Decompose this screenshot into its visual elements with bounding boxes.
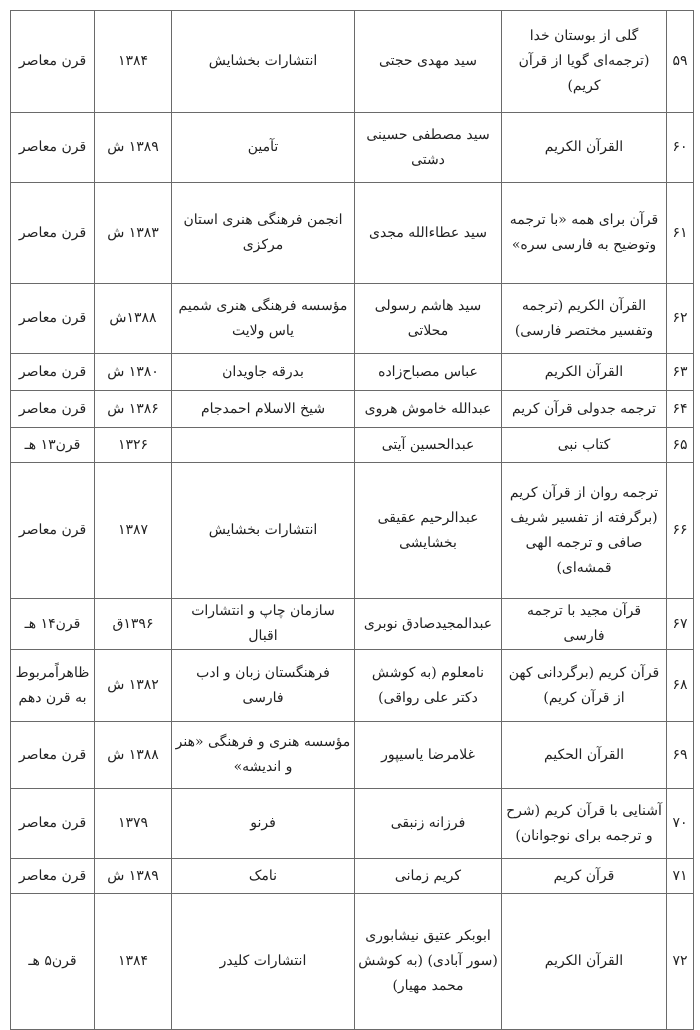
century-cell: قرن۵ هـ (11, 894, 95, 1030)
title-cell: قرآن کریم (502, 859, 667, 894)
date-cell: ۱۳۸۸ش (95, 284, 172, 354)
title-cell: قرآن مجید با ترجمه فارسی (502, 599, 667, 650)
translator-cell: سید مصطفی حسینی دشتی (355, 113, 502, 183)
date-cell: ۱۳۸۶ ش (95, 391, 172, 428)
title-cell: قرآن کریم (برگردانی کهن از قرآن کریم) (502, 650, 667, 722)
row-number: ۶۵ (667, 428, 694, 463)
publisher-cell: نامک (172, 859, 355, 894)
date-cell: ۱۳۸۹ ش (95, 859, 172, 894)
row-number: ۷۱ (667, 859, 694, 894)
translator-cell: ابوبکر عتیق نیشابوری (سور آبادی) (به کوشش محمد مهیار) (355, 894, 502, 1030)
date-cell: ۱۳۸۰ ش (95, 354, 172, 391)
title-cell: ترجمه جدولی قرآن کریم (502, 391, 667, 428)
date-cell: ۱۳۸۷ (95, 463, 172, 599)
publisher-cell: انتشارات بخشایش (172, 463, 355, 599)
publisher-cell (172, 428, 355, 463)
table-row (11, 354, 694, 391)
translator-cell: عبدالمجیدصادق نوبری (355, 599, 502, 650)
century-cell: قرن معاصر (11, 859, 95, 894)
publisher-cell: انتشارات کلیدر (172, 894, 355, 1030)
row-number: ۵۹ (667, 11, 694, 113)
century-cell: قرن معاصر (11, 391, 95, 428)
century-cell: قرن۱۴ هـ (11, 599, 95, 650)
row-number: ۶۹ (667, 722, 694, 789)
date-cell: ۱۳۷۹ (95, 789, 172, 859)
table-body (11, 11, 694, 1030)
row-number: ۶۳ (667, 354, 694, 391)
date-cell: ۱۳۸۸ ش (95, 722, 172, 789)
title-cell: گلی از بوستان خدا (ترجمه‌ای گویا از قرآن کریم) (502, 11, 667, 113)
century-cell: قرن معاصر (11, 284, 95, 354)
row-number: ۶۷ (667, 599, 694, 650)
century-cell: قرن معاصر (11, 11, 95, 113)
century-cell: قرن معاصر (11, 463, 95, 599)
date-cell: ۱۳۸۳ ش (95, 183, 172, 284)
date-cell: ۱۳۲۶ (95, 428, 172, 463)
translator-cell: فرزانه زنبقی (355, 789, 502, 859)
date-cell: ۱۳۹۶ق (95, 599, 172, 650)
publisher-cell: انتشارات بخشایش (172, 11, 355, 113)
publisher-cell: انجمن فرهنگی هنری استان مرکزی (172, 183, 355, 284)
table-row (11, 722, 694, 789)
row-number: ۶۲ (667, 284, 694, 354)
table-row (11, 391, 694, 428)
date-cell: ۱۳۸۴ (95, 11, 172, 113)
title-cell: القرآن الکریم (ترجمه وتفسیر مختصر فارسی) (502, 284, 667, 354)
translator-cell: غلامرضا یاسیپور (355, 722, 502, 789)
century-cell: قرن معاصر (11, 113, 95, 183)
title-cell: القرآن الکریم (502, 354, 667, 391)
row-number: ۷۰ (667, 789, 694, 859)
publisher-cell: شیخ الاسلام احمدجام (172, 391, 355, 428)
row-number: ۶۸ (667, 650, 694, 722)
title-cell: القرآن الحکیم (502, 722, 667, 789)
table-row (11, 428, 694, 463)
translator-cell: عباس مصباح‌زاده (355, 354, 502, 391)
publisher-cell: مؤسسه فرهنگی هنری شمیم یاس ولایت (172, 284, 355, 354)
translator-cell: نامعلوم (به کوشش دکتر علی رواقی) (355, 650, 502, 722)
date-cell: ۱۳۸۲ ش (95, 650, 172, 722)
translator-cell: سید عطاءالله مجدی (355, 183, 502, 284)
date-cell: ۱۳۸۹ ش (95, 113, 172, 183)
row-number: ۷۲ (667, 894, 694, 1030)
publisher-cell: بدرقه جاویدان (172, 354, 355, 391)
title-cell: القرآن الکریم (502, 894, 667, 1030)
table-row (11, 789, 694, 859)
century-cell: قرن۱۳ هـ (11, 428, 95, 463)
publisher-cell: سازمان چاپ و انتشارات اقبال (172, 599, 355, 650)
title-cell: ترجمه روان از قرآن کریم (برگرفته از تفسیر شریف صافی و ترجمه الهی قمشه‌ای) (502, 463, 667, 599)
publisher-cell: تآمین (172, 113, 355, 183)
table-row (11, 183, 694, 284)
translator-cell: کریم زمانی (355, 859, 502, 894)
title-cell: القرآن الکریم (502, 113, 667, 183)
translator-cell: عبدالحسین آیتی (355, 428, 502, 463)
table-row (11, 894, 694, 1030)
century-cell: قرن معاصر (11, 789, 95, 859)
row-number: ۶۱ (667, 183, 694, 284)
century-cell: قرن معاصر (11, 722, 95, 789)
row-number: ۶۶ (667, 463, 694, 599)
century-cell: ظاهراًمربوط به قرن دهم (11, 650, 95, 722)
title-cell: قرآن برای همه «با ترجمه وتوضیح به فارسی سره» (502, 183, 667, 284)
table-row (11, 113, 694, 183)
row-number: ۶۴ (667, 391, 694, 428)
table-row (11, 599, 694, 650)
table-row (11, 859, 694, 894)
title-cell: کتاب نبی (502, 428, 667, 463)
translator-cell: سید هاشم رسولی محلاتی (355, 284, 502, 354)
publisher-cell: فرنو (172, 789, 355, 859)
title-cell: آشنایی با قرآن کریم (شرح و ترجمه برای نوجوانان) (502, 789, 667, 859)
translations-table (10, 10, 694, 1030)
publisher-cell: مؤسسه هنری و فرهنگی «هنر و اندیشه» (172, 722, 355, 789)
table-row (11, 11, 694, 113)
table-row (11, 463, 694, 599)
table-row (11, 650, 694, 722)
century-cell: قرن معاصر (11, 354, 95, 391)
publisher-cell: فرهنگستان زبان و ادب فارسی (172, 650, 355, 722)
date-cell: ۱۳۸۴ (95, 894, 172, 1030)
translator-cell: عبدالله خاموش هروی (355, 391, 502, 428)
translator-cell: سید مهدی حجتی (355, 11, 502, 113)
row-number: ۶۰ (667, 113, 694, 183)
century-cell: قرن معاصر (11, 183, 95, 284)
translator-cell: عبدالرحیم عقیقی بخشایشی (355, 463, 502, 599)
table-row (11, 284, 694, 354)
